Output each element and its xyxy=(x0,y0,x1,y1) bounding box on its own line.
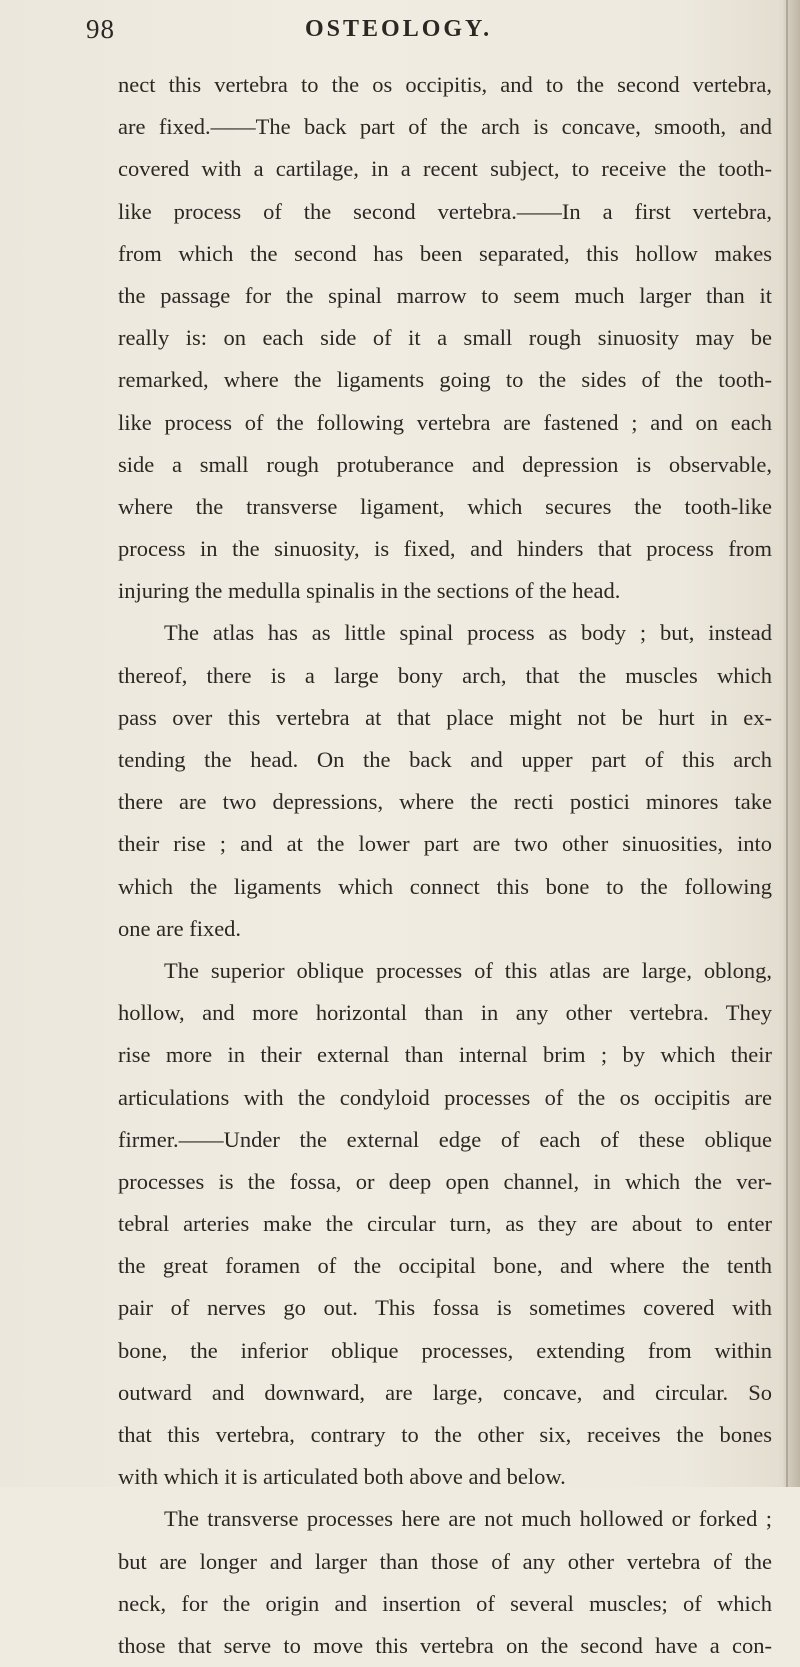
text-line: pass over this vertebra at that place might not be hurt in ex- xyxy=(118,704,772,730)
page-header xyxy=(0,10,800,50)
text-line: the passage for the spinal marrow to seem much larger than it xyxy=(118,282,772,308)
text-line: pair of nerves go out. This fossa is sometimes covered with xyxy=(118,1295,772,1321)
text-line: neck, for the origin and insertion of several muscles; of which xyxy=(118,1590,772,1616)
text-line: processes is the fossa, or deep open channel, in which the ver- xyxy=(118,1168,772,1194)
body-text xyxy=(118,64,772,1667)
text-line: those that serve to move this vertebra on the second have a con- xyxy=(118,1632,772,1658)
text-line: thereof, there is a large bony arch, that the muscles which xyxy=(118,662,772,688)
text-line: hollow, and more horizontal than in any other vertebra. They xyxy=(118,1000,772,1026)
text-line: The superior oblique processes of this atlas are large, oblong, xyxy=(164,957,772,983)
text-line: rise more in their external than internal brim ; by which their xyxy=(118,1042,772,1068)
text-line: like process of the second vertebra.——In a first vertebra, xyxy=(118,198,772,224)
text-line: the great foramen of the occipital bone, and where the tenth xyxy=(118,1253,772,1279)
text-line: outward and downward, are large, concave, and circular. So xyxy=(118,1379,772,1405)
text-line: that this vertebra, contrary to the other six, receives the bones xyxy=(118,1422,772,1447)
text-line: where the transverse ligament, which secures the tooth-like xyxy=(118,493,772,519)
text-line: remarked, where the ligaments going to the sides of the tooth- xyxy=(118,367,772,393)
text-line: there are two depressions, where the recti postici minores take xyxy=(118,789,772,815)
text-line: tending the head. On the back and upper part of this arch xyxy=(118,747,772,772)
text-line: one are fixed. xyxy=(118,915,242,941)
text-line: are fixed.——The back part of the arch is concave, smooth, and xyxy=(118,114,772,140)
text-line: process in the sinuosity, is fixed, and hinders that process from xyxy=(118,536,772,562)
page-number: 98 xyxy=(86,14,115,44)
text-line: their rise ; and at the lower part are two other sinuosities, into xyxy=(118,831,772,857)
page-gutter-shadow xyxy=(782,0,800,1487)
text-line: like process of the following vertebra are fastened ; and on each xyxy=(118,409,772,435)
text-line: nect this vertebra to the os occipitis, and to the second vertebra, xyxy=(118,72,772,97)
text-line: covered with a cartilage, in a recent subject, to receive the tooth- xyxy=(118,156,772,182)
text-line: but are longer and larger than those of any other vertebra of the xyxy=(118,1548,772,1574)
text-line: from which the second has been separated, this hollow makes xyxy=(118,240,772,266)
text-line: side a small rough protuberance and depression is observable, xyxy=(118,451,772,477)
text-line: The transverse processes here are not much hollowed or forked ; xyxy=(164,1506,772,1532)
text-line: tebral arteries make the circular turn, as they are about to enter xyxy=(118,1211,772,1237)
text-line: firmer.——Under the external edge of each of these oblique xyxy=(118,1126,772,1152)
text-line: bone, the inferior oblique processes, extending from within xyxy=(118,1337,772,1363)
running-head: OSTEOLOGY. xyxy=(305,16,493,42)
text-line: which the ligaments which connect this bone to the following xyxy=(118,873,772,899)
text-line: The atlas has as little spinal process as body ; but, instead xyxy=(164,620,772,646)
text-line: injuring the medulla spinalis in the sections of the head. xyxy=(118,578,621,604)
text-line: with which it is articulated both above and below. xyxy=(118,1464,566,1490)
page-gutter-line xyxy=(786,0,788,1487)
text-line: really is: on each side of it a small rough sinuosity may be xyxy=(118,325,772,351)
text-line: articulations with the condyloid processes of the os occipitis are xyxy=(118,1084,772,1110)
